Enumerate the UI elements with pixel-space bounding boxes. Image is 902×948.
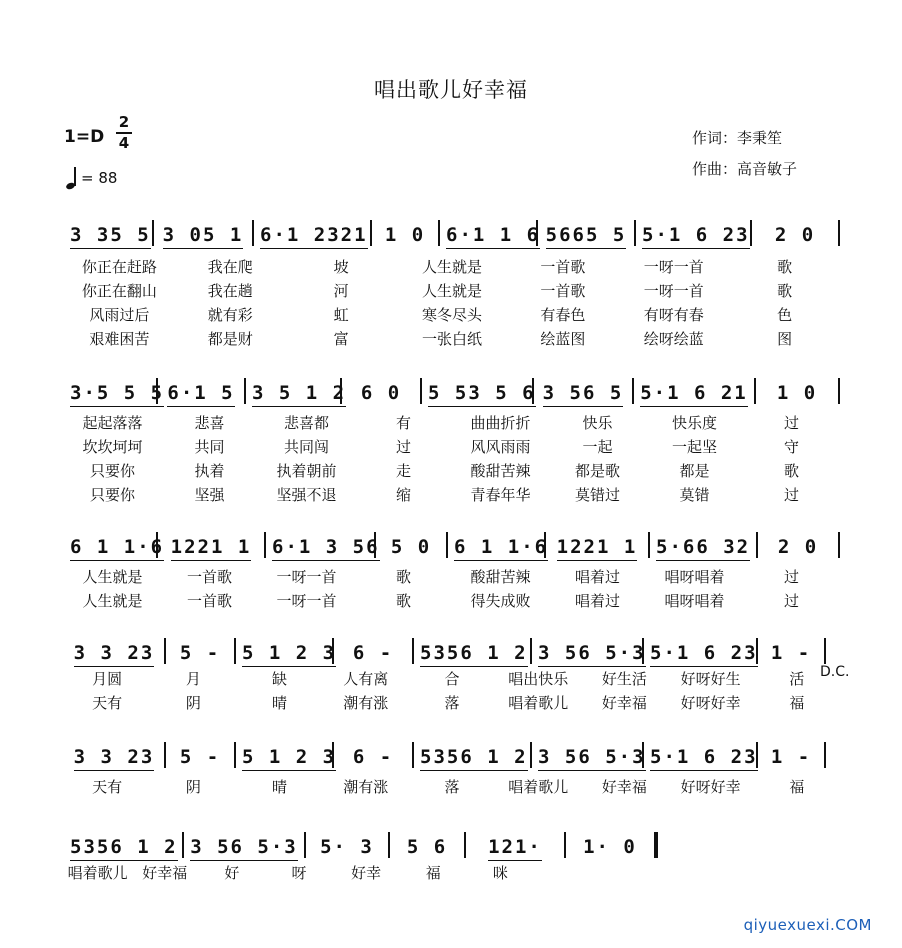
measure: 5·1 6 21 <box>632 378 754 404</box>
time-signature-bottom: 4 <box>118 134 130 152</box>
measure: 5356 1 2 <box>412 742 530 768</box>
measure: 5· 3 <box>304 832 388 858</box>
key-signature: 1=D <box>64 127 105 147</box>
site-watermark: qiyuexuexi.COM <box>743 916 872 934</box>
lyric-line: 天有 阴 晴 潮有涨 落 唱着歌儿 好幸福 好呀好幸 福 <box>92 778 805 796</box>
quarter-note-icon <box>66 167 78 189</box>
lyric-line: 月圆 月 缺 人有离 合 唱出快乐 好生活 好呀好生 活 <box>92 670 805 688</box>
measure: 121· <box>464 832 564 858</box>
measure: 1 0 <box>370 220 438 246</box>
measure: 3 3 23 <box>73 642 155 664</box>
measure: 5356 1 2 <box>70 836 178 858</box>
measure: 5 53 5 6 <box>420 378 532 404</box>
lyric-line: 天有 阴 晴 潮有涨 落 唱着歌儿 好幸福 好呀好幸 福 <box>92 694 805 712</box>
dc-marking: D.C. <box>820 664 850 680</box>
lyricist-credit: 作词：李秉笙 <box>692 129 783 147</box>
composer-credit: 作曲：高音敏子 <box>692 160 798 178</box>
measure: 2 0 <box>756 532 840 558</box>
measure: 5·1 6 23 <box>642 742 756 768</box>
measure: 6·1 2321 <box>252 220 370 246</box>
music-system-3 <box>64 518 840 558</box>
measure: 5356 1 2 <box>412 638 530 664</box>
music-system-5 <box>64 728 840 768</box>
measure: 5·66 32 <box>648 532 756 558</box>
measure: 6 1 1·6 <box>70 536 165 558</box>
measure: 6·1 5 <box>156 378 244 404</box>
measure: 5 6 <box>388 832 464 858</box>
lyric-line: 人生就是 一首歌 一呀一首 歌 酸甜苦辣 唱着过 唱呀唱着 过 <box>82 568 799 586</box>
time-signature-top: 2 <box>118 113 130 131</box>
measure: 5 1 2 3 <box>234 742 332 768</box>
measure: 1221 1 <box>544 532 648 558</box>
lyric-line: 只要你 执着 执着朝前 走 酸甜苦辣 都是歌 都是 歌 <box>89 462 799 480</box>
song-title: 唱出歌儿好幸福 <box>374 78 528 102</box>
measure: 5·1 6 23 <box>634 220 750 246</box>
measure: 6 1 1·6 <box>446 532 544 558</box>
measure: 5·1 6 23 <box>642 638 756 664</box>
measure: 5665 5 <box>536 220 634 246</box>
measure: 1 - <box>756 742 826 768</box>
music-system-1 <box>64 206 840 246</box>
measure: 6 0 <box>340 378 420 404</box>
measure: 2 0 <box>750 220 840 246</box>
lyric-line: 你正在翻山 我在趟 河 人生就是 一首歌 一呀一首 歌 <box>81 282 793 300</box>
measure: 5 0 <box>374 532 446 558</box>
measure: 3 5 1 2 <box>244 378 340 404</box>
measure: 3 05 1 <box>152 220 252 246</box>
music-system-2 <box>64 364 840 404</box>
tempo-marking <box>66 167 117 189</box>
measure: 6·1 1 6 <box>438 220 536 246</box>
lyric-line: 人生就是 一首歌 一呀一首 歌 得失成败 唱着过 唱呀唱着 过 <box>82 592 799 610</box>
measure: 3 56 5·3 <box>530 742 642 768</box>
measure: 5 - <box>164 742 234 768</box>
measure: 3 56 5 <box>532 378 632 404</box>
lyric-line: 唱着歌儿 好幸福 好 呀 好幸 福 咪 <box>67 864 508 882</box>
measure: 1221 1 <box>156 532 264 558</box>
music-system-6 <box>64 818 684 858</box>
measure: 3 56 5·3 <box>530 638 642 664</box>
measure: 6 - <box>332 638 412 664</box>
measure: 1 0 <box>754 378 840 404</box>
music-system-4 <box>64 624 840 664</box>
tempo-value: = 88 <box>81 169 118 187</box>
lyric-line: 起起落落 悲喜 悲喜都 有 曲曲折折 快乐 快乐度 过 <box>82 414 799 432</box>
measure: 5 1 2 3 <box>234 638 332 664</box>
lyric-line: 风雨过后 就有彩 虹 寒冬尽头 有春色 有呀有春 色 <box>89 306 793 324</box>
measure: 3 3 23 <box>73 746 155 768</box>
lyric-line: 坎坎坷坷 共同 共同闯 过 风风雨雨 一起 一起坚 守 <box>82 438 799 456</box>
measure: 6·1 3 56 <box>264 532 374 558</box>
measure: 6 - <box>332 742 412 768</box>
lyric-line: 你正在赶路 我在爬 坡 人生就是 一首歌 一呀一首 歌 <box>81 258 793 276</box>
lyric-line: 艰难困苦 都是财 富 一张白纸 绘蓝图 绘呀绘蓝 图 <box>89 330 793 348</box>
measure: 3·5 5 5 <box>70 382 165 404</box>
time-signature <box>116 114 132 152</box>
lyric-line: 只要你 坚强 坚强不退 缩 青春年华 莫错过 莫错 过 <box>89 486 799 504</box>
measure: 1 - <box>756 638 826 664</box>
measure: 3 56 5·3 <box>182 832 304 858</box>
measure: 3 35 5 <box>70 224 151 246</box>
measure: 1· 0 <box>564 832 658 858</box>
measure: 5 - <box>164 638 234 664</box>
